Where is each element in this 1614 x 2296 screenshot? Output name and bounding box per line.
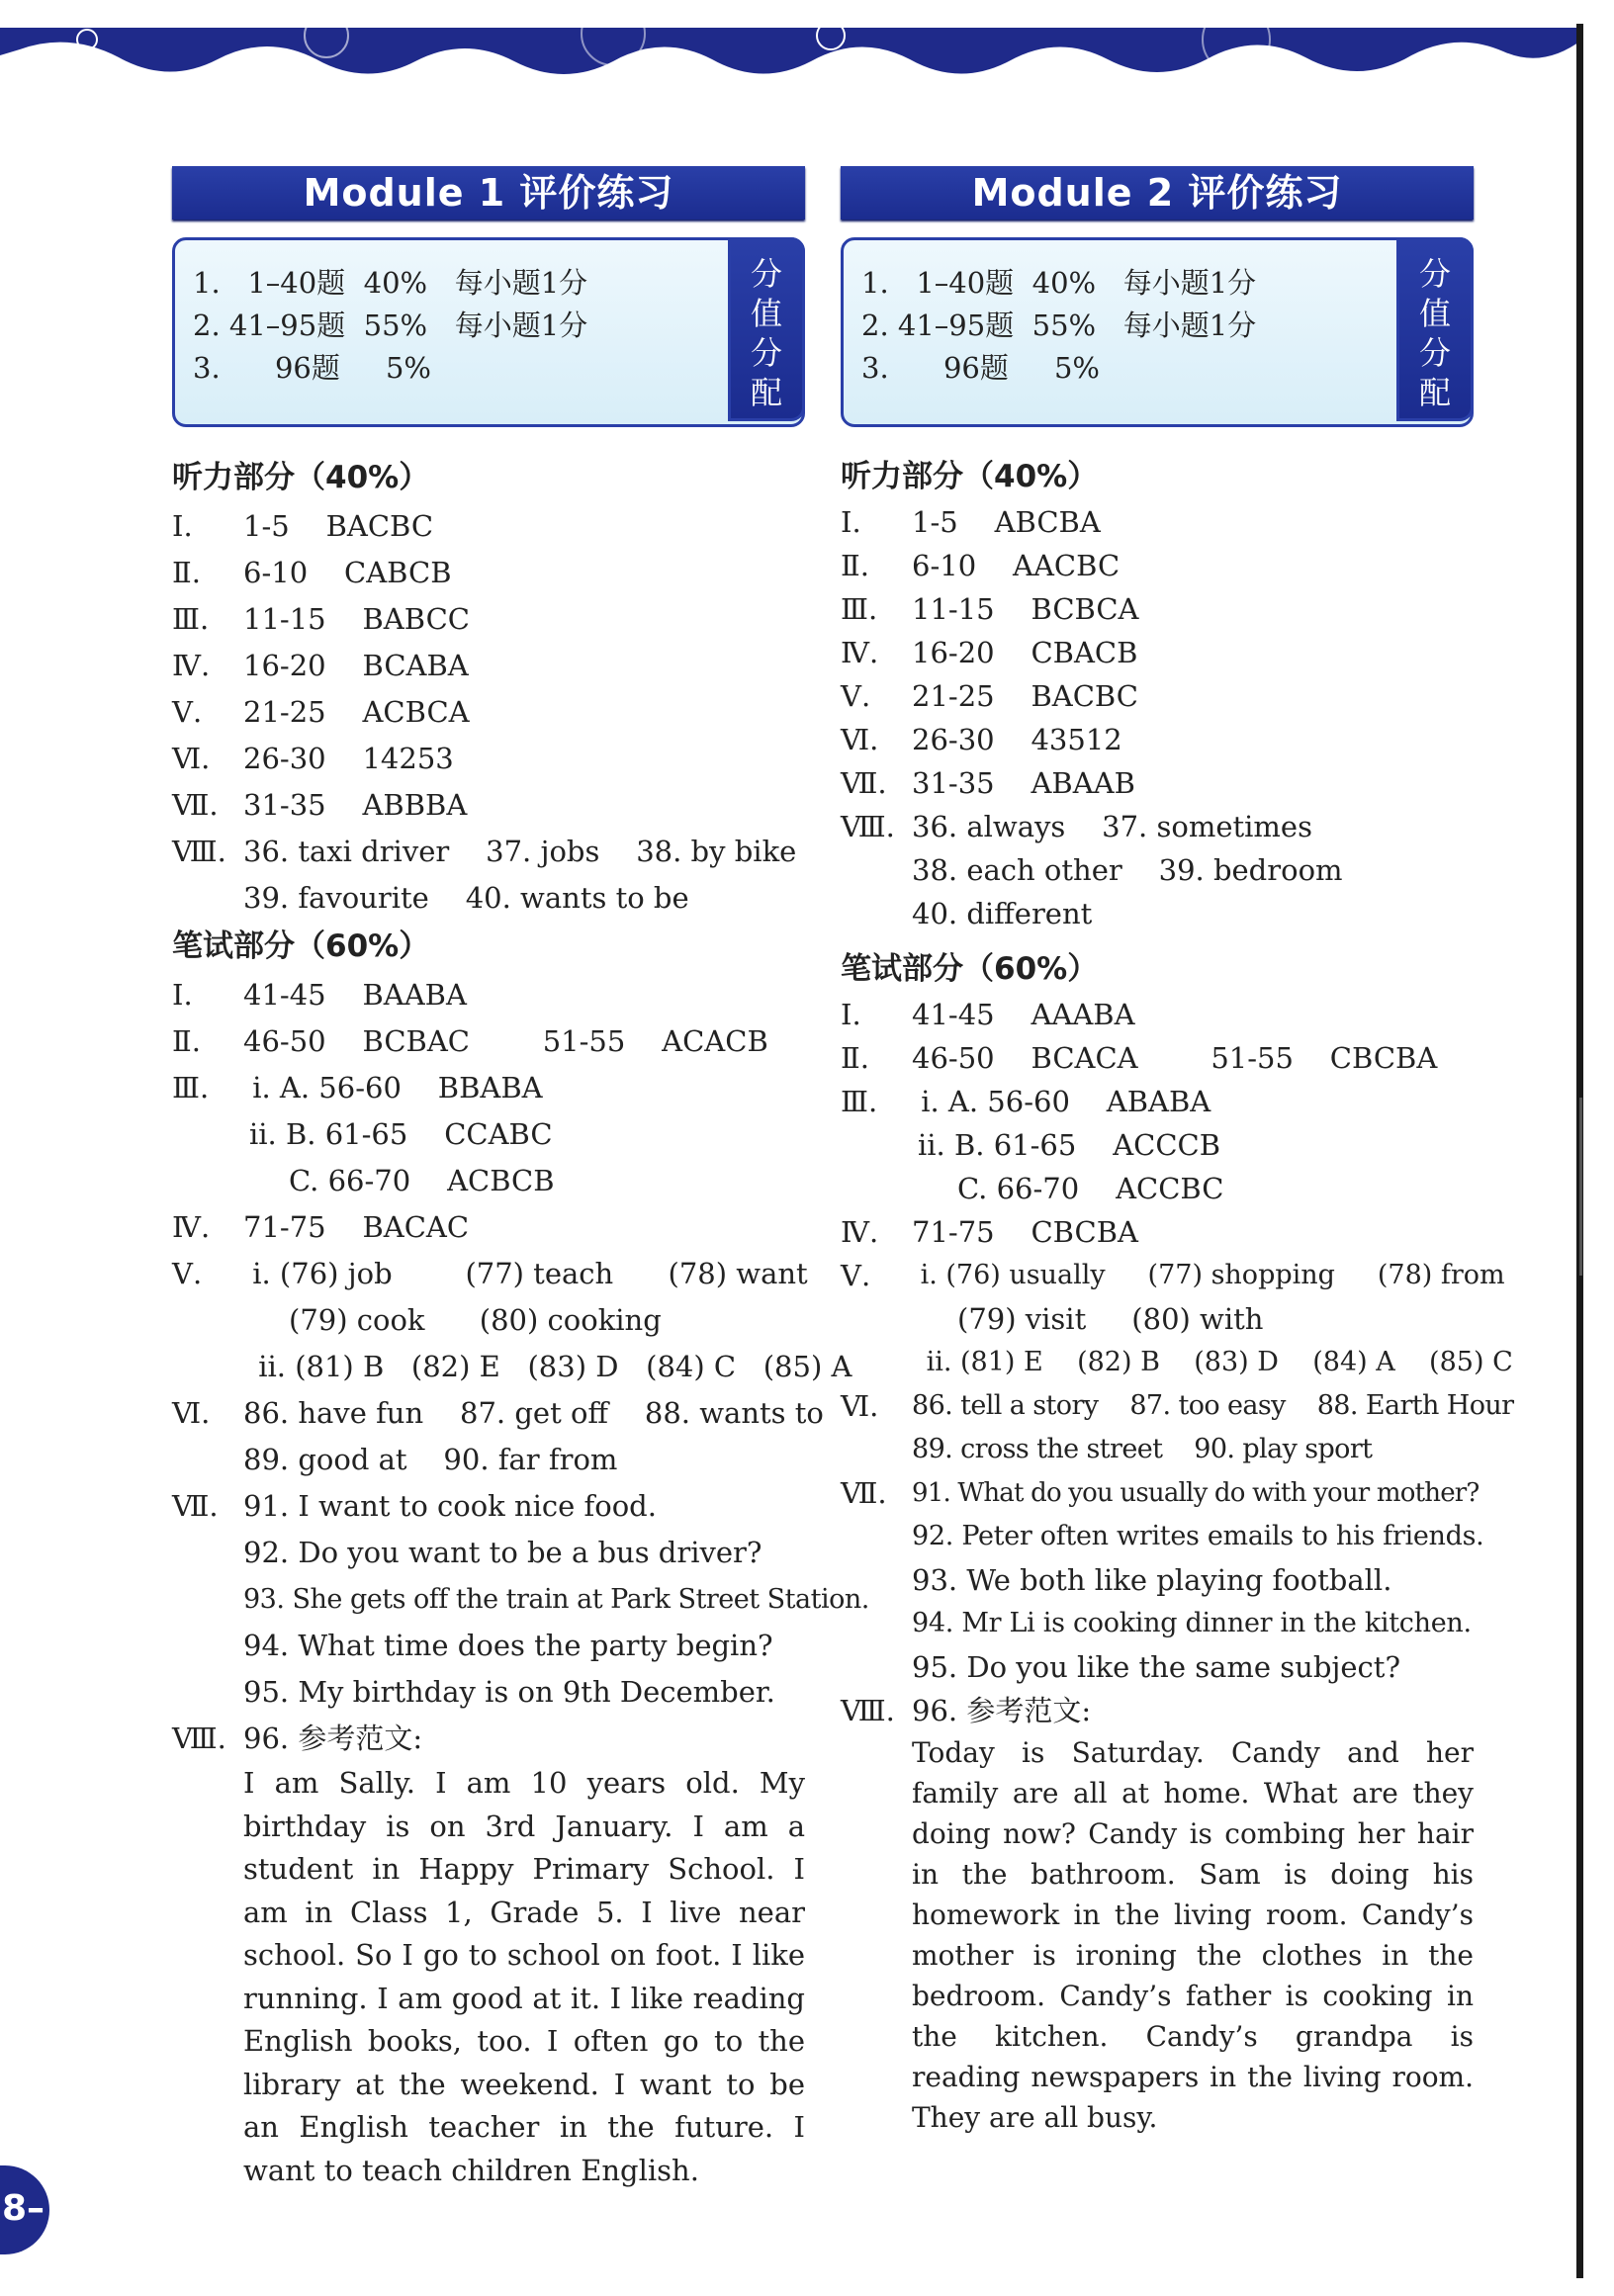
answer-continuation: 93. We both like playing football. bbox=[912, 1563, 1392, 1597]
answer-continuation: 92. Peter often writes emails to his friends. bbox=[912, 1521, 1484, 1551]
row-text: 16-20 CBACB bbox=[912, 636, 1138, 669]
side-char: 值 bbox=[1418, 295, 1451, 332]
row-number: Ⅶ. bbox=[841, 1476, 887, 1510]
answer-continuation: C. 66-70 ACBCB bbox=[289, 1164, 555, 1197]
answer-continuation: 93. She gets off the train at Park Street Station. bbox=[243, 1584, 869, 1615]
score-line: 3. 96题 5% bbox=[861, 351, 1100, 385]
side-char: 分 bbox=[1418, 255, 1451, 293]
row-number: Ⅱ. bbox=[841, 549, 869, 582]
wave-header-decoration bbox=[0, 0, 1614, 109]
answer-row bbox=[841, 1254, 1505, 1297]
row-text: 11-15 BCBCA bbox=[912, 592, 1139, 626]
module-2-column bbox=[841, 166, 1514, 2138]
answer-row bbox=[172, 1204, 805, 1251]
row-text: 41-45 AAABA bbox=[912, 998, 1135, 1031]
answer-row bbox=[172, 503, 805, 550]
row-number: Ⅴ. bbox=[172, 695, 203, 729]
row-number: Ⅰ. bbox=[841, 998, 861, 1031]
answer-continuation: 94. What time does the party begin? bbox=[243, 1629, 773, 1662]
answer-row bbox=[172, 550, 805, 596]
answer-row bbox=[172, 829, 805, 875]
row-text: 91. I want to cook nice food. bbox=[243, 1489, 657, 1523]
answer-continuation: 39. favourite 40. wants to be bbox=[243, 881, 689, 915]
module-2-title: Module 2 评价练习 bbox=[841, 166, 1474, 220]
answer-continuation: 92. Do you want to be a bus driver? bbox=[243, 1536, 762, 1569]
row-text: 91. What do you usually do with your mother? bbox=[912, 1478, 1480, 1508]
row-number: Ⅱ. bbox=[172, 556, 201, 589]
row-text: 6-10 AACBC bbox=[912, 549, 1121, 582]
score-side-label bbox=[1396, 237, 1474, 421]
row-text: 31-35 ABAAB bbox=[912, 766, 1135, 800]
answer-continuation: ⅱ. (81) E (82) B (83) D (84) A (85) C bbox=[918, 1347, 1513, 1377]
row-text: ⅰ. (76) usually (77) shopping (78) from bbox=[912, 1260, 1505, 1290]
row-number: Ⅲ. bbox=[841, 1085, 878, 1118]
row-number: Ⅴ. bbox=[172, 1257, 203, 1290]
answer-row bbox=[841, 631, 1474, 674]
side-char: 分 bbox=[1418, 334, 1451, 372]
model-essay: I am Sally. I am 10 years old. My birthday is on 3rd January. I am a student in Happy Primary School. I am in Class 1, Grade 5. I live near school. So I go to school on foot. I like running. I am good at it. I like reading English books, too. I often go to the library at the weekend. I want to be an English teacher in the future. I want to teach children English. bbox=[243, 1766, 805, 2187]
row-number: Ⅰ. bbox=[841, 505, 861, 539]
row-text: 96. 参考范文: bbox=[243, 1722, 423, 1755]
row-text: 36. always 37. sometimes bbox=[912, 810, 1312, 843]
answer-row bbox=[172, 1251, 808, 1297]
row-text: 6-10 CABCB bbox=[243, 556, 452, 589]
row-number: Ⅳ. bbox=[841, 1215, 879, 1249]
row-text: 1-5 ABCBA bbox=[912, 505, 1101, 539]
score-lines bbox=[193, 262, 587, 390]
row-text: 21-25 ACBCA bbox=[243, 695, 470, 729]
row-text: ⅰ. (76) job (77) teach (78) want bbox=[243, 1257, 808, 1290]
row-text: 36. taxi driver 37. jobs 38. by bike bbox=[243, 835, 797, 868]
row-text: 71-75 CBCBA bbox=[912, 1215, 1138, 1249]
row-number: Ⅴ. bbox=[841, 1259, 871, 1292]
listening-heading: 听力部分（40%） bbox=[172, 460, 430, 495]
row-number: Ⅱ. bbox=[841, 1041, 869, 1075]
row-text: 71-75 BACAC bbox=[243, 1210, 470, 1244]
score-line: 1. 1–40题 40% 每小题1分 bbox=[861, 266, 1257, 300]
row-number: Ⅳ. bbox=[841, 636, 879, 669]
side-char: 分 bbox=[750, 334, 782, 372]
listening-heading: 听力部分（40%） bbox=[841, 459, 1099, 494]
row-number: Ⅲ. bbox=[841, 592, 878, 626]
answer-row bbox=[841, 587, 1474, 631]
score-line: 3. 96题 5% bbox=[193, 351, 431, 385]
answer-row bbox=[841, 500, 1474, 544]
answer-continuation: 38. each other 39. bedroom bbox=[912, 853, 1343, 887]
row-number: Ⅷ. bbox=[841, 1694, 895, 1727]
row-text: 21-25 BACBC bbox=[912, 679, 1138, 713]
row-text: 86. tell a story 87. too easy 88. Earth Hour bbox=[912, 1390, 1514, 1421]
row-text: ⅰ. A. 56-60 BBABA bbox=[243, 1071, 543, 1104]
row-number: Ⅷ. bbox=[172, 1722, 226, 1755]
row-number: Ⅵ. bbox=[172, 742, 211, 775]
row-text: 46-50 BCBAC 51-55 ACACB bbox=[243, 1024, 768, 1058]
row-number: Ⅵ. bbox=[841, 723, 879, 756]
row-text: 1-5 BACBC bbox=[243, 509, 434, 543]
side-char: 配 bbox=[1418, 374, 1451, 411]
answer-row bbox=[172, 736, 805, 782]
row-text: ⅰ. A. 56-60 ABABA bbox=[912, 1085, 1211, 1118]
answers bbox=[841, 455, 1514, 2138]
side-char: 值 bbox=[750, 295, 782, 332]
score-distribution-box bbox=[172, 237, 805, 427]
answer-row bbox=[841, 544, 1474, 587]
answer-continuation: ⅱ. (81) B (82) E (83) D (84) C (85) A bbox=[249, 1350, 852, 1383]
answer-row bbox=[841, 1384, 1514, 1428]
answer-row bbox=[172, 1716, 805, 1762]
answer-continuation: ⅱ. B. 61-65 ACCCB bbox=[918, 1128, 1221, 1162]
model-essay: Today is Saturday. Candy and her family are all at home. What are they doing now? Candy is combing her hair in the bathroom. Sam is doing his homework in the living room. Candy’s mother is ironing the clothes in the bedroom. Candy’s father is cooking in the kitchen. Candy’s grandpa is reading newspapers in the living room. They are all busy. bbox=[912, 1736, 1474, 2134]
answer-row bbox=[841, 1036, 1474, 1080]
writing-heading: 笔试部分（60%） bbox=[172, 928, 430, 964]
answer-continuation: (79) cook (80) cooking bbox=[289, 1303, 662, 1337]
score-side-label bbox=[728, 237, 805, 421]
answer-continuation: 94. Mr Li is cooking dinner in the kitchen. bbox=[912, 1608, 1472, 1638]
row-number: Ⅵ. bbox=[172, 1396, 211, 1430]
score-distribution-box bbox=[841, 237, 1474, 427]
row-text: 16-20 BCABA bbox=[243, 649, 469, 682]
answer-continuation: 40. different bbox=[912, 897, 1093, 930]
module-1-title: Module 1 评价练习 bbox=[172, 166, 805, 220]
row-number: Ⅳ. bbox=[172, 649, 211, 682]
row-text: 26-30 43512 bbox=[912, 723, 1122, 756]
page-edge-mark bbox=[1579, 1098, 1582, 1276]
answer-continuation: 95. My birthday is on 9th December. bbox=[243, 1675, 775, 1709]
answer-row bbox=[172, 1065, 805, 1111]
answer-row bbox=[172, 1390, 824, 1437]
page-number: 8– bbox=[2, 2188, 45, 2229]
answer-row bbox=[841, 761, 1474, 805]
row-text: 96. 参考范文: bbox=[912, 1694, 1092, 1727]
answer-row bbox=[172, 689, 805, 736]
row-text: 11-15 BABCC bbox=[243, 602, 470, 636]
row-text: 41-45 BAABA bbox=[243, 978, 467, 1012]
answer-row bbox=[841, 805, 1474, 848]
answer-row bbox=[172, 972, 805, 1018]
row-number: Ⅰ. bbox=[172, 978, 193, 1012]
row-number: Ⅶ. bbox=[841, 766, 887, 800]
row-number: Ⅷ. bbox=[841, 810, 895, 843]
answer-row bbox=[172, 643, 805, 689]
answer-row bbox=[841, 1689, 1474, 1732]
score-line: 2. 41–95题 55% 每小题1分 bbox=[193, 309, 588, 342]
row-number: Ⅱ. bbox=[172, 1024, 201, 1058]
row-number: Ⅰ. bbox=[172, 509, 193, 543]
row-number: Ⅲ. bbox=[172, 1071, 210, 1104]
answer-continuation: ⅱ. B. 61-65 CCABC bbox=[249, 1117, 553, 1151]
answer-row bbox=[172, 1483, 805, 1530]
answer-row bbox=[172, 1018, 805, 1065]
row-number: Ⅷ. bbox=[172, 835, 226, 868]
row-number: Ⅶ. bbox=[172, 788, 219, 822]
answer-continuation: 89. cross the street 90. play sport bbox=[912, 1434, 1373, 1464]
answers bbox=[172, 455, 869, 2192]
answer-row bbox=[841, 674, 1474, 718]
answer-row bbox=[841, 1080, 1474, 1123]
row-number: Ⅴ. bbox=[841, 679, 871, 713]
side-char: 配 bbox=[750, 374, 782, 411]
row-text: 26-30 14253 bbox=[243, 742, 454, 775]
side-char: 分 bbox=[750, 255, 782, 293]
row-number: Ⅶ. bbox=[172, 1489, 219, 1523]
score-lines bbox=[861, 262, 1256, 390]
writing-heading: 笔试部分（60%） bbox=[841, 951, 1099, 987]
row-text: 86. have fun 87. get off 88. wants to bbox=[243, 1396, 824, 1430]
answer-row bbox=[841, 1210, 1474, 1254]
row-text: 31-35 ABBBA bbox=[243, 788, 468, 822]
answer-continuation: C. 66-70 ACCBC bbox=[957, 1172, 1224, 1205]
answer-continuation: (79) visit (80) with bbox=[957, 1302, 1264, 1336]
answer-continuation: 89. good at 90. far from bbox=[243, 1443, 618, 1476]
score-line: 1. 1–40题 40% 每小题1分 bbox=[193, 266, 588, 300]
answer-continuation: 95. Do you like the same subject? bbox=[912, 1650, 1400, 1684]
score-line: 2. 41–95题 55% 每小题1分 bbox=[861, 309, 1257, 342]
row-text: 46-50 BCACA 51-55 CBCBA bbox=[912, 1041, 1438, 1075]
row-number: Ⅵ. bbox=[841, 1389, 879, 1423]
row-number: Ⅳ. bbox=[172, 1210, 211, 1244]
answer-row bbox=[841, 1471, 1480, 1515]
module-1-column bbox=[172, 166, 869, 2192]
answer-row bbox=[841, 993, 1474, 1036]
row-number: Ⅲ. bbox=[172, 602, 210, 636]
answer-row bbox=[172, 596, 805, 643]
answer-row bbox=[172, 782, 805, 829]
answer-row bbox=[841, 718, 1474, 761]
